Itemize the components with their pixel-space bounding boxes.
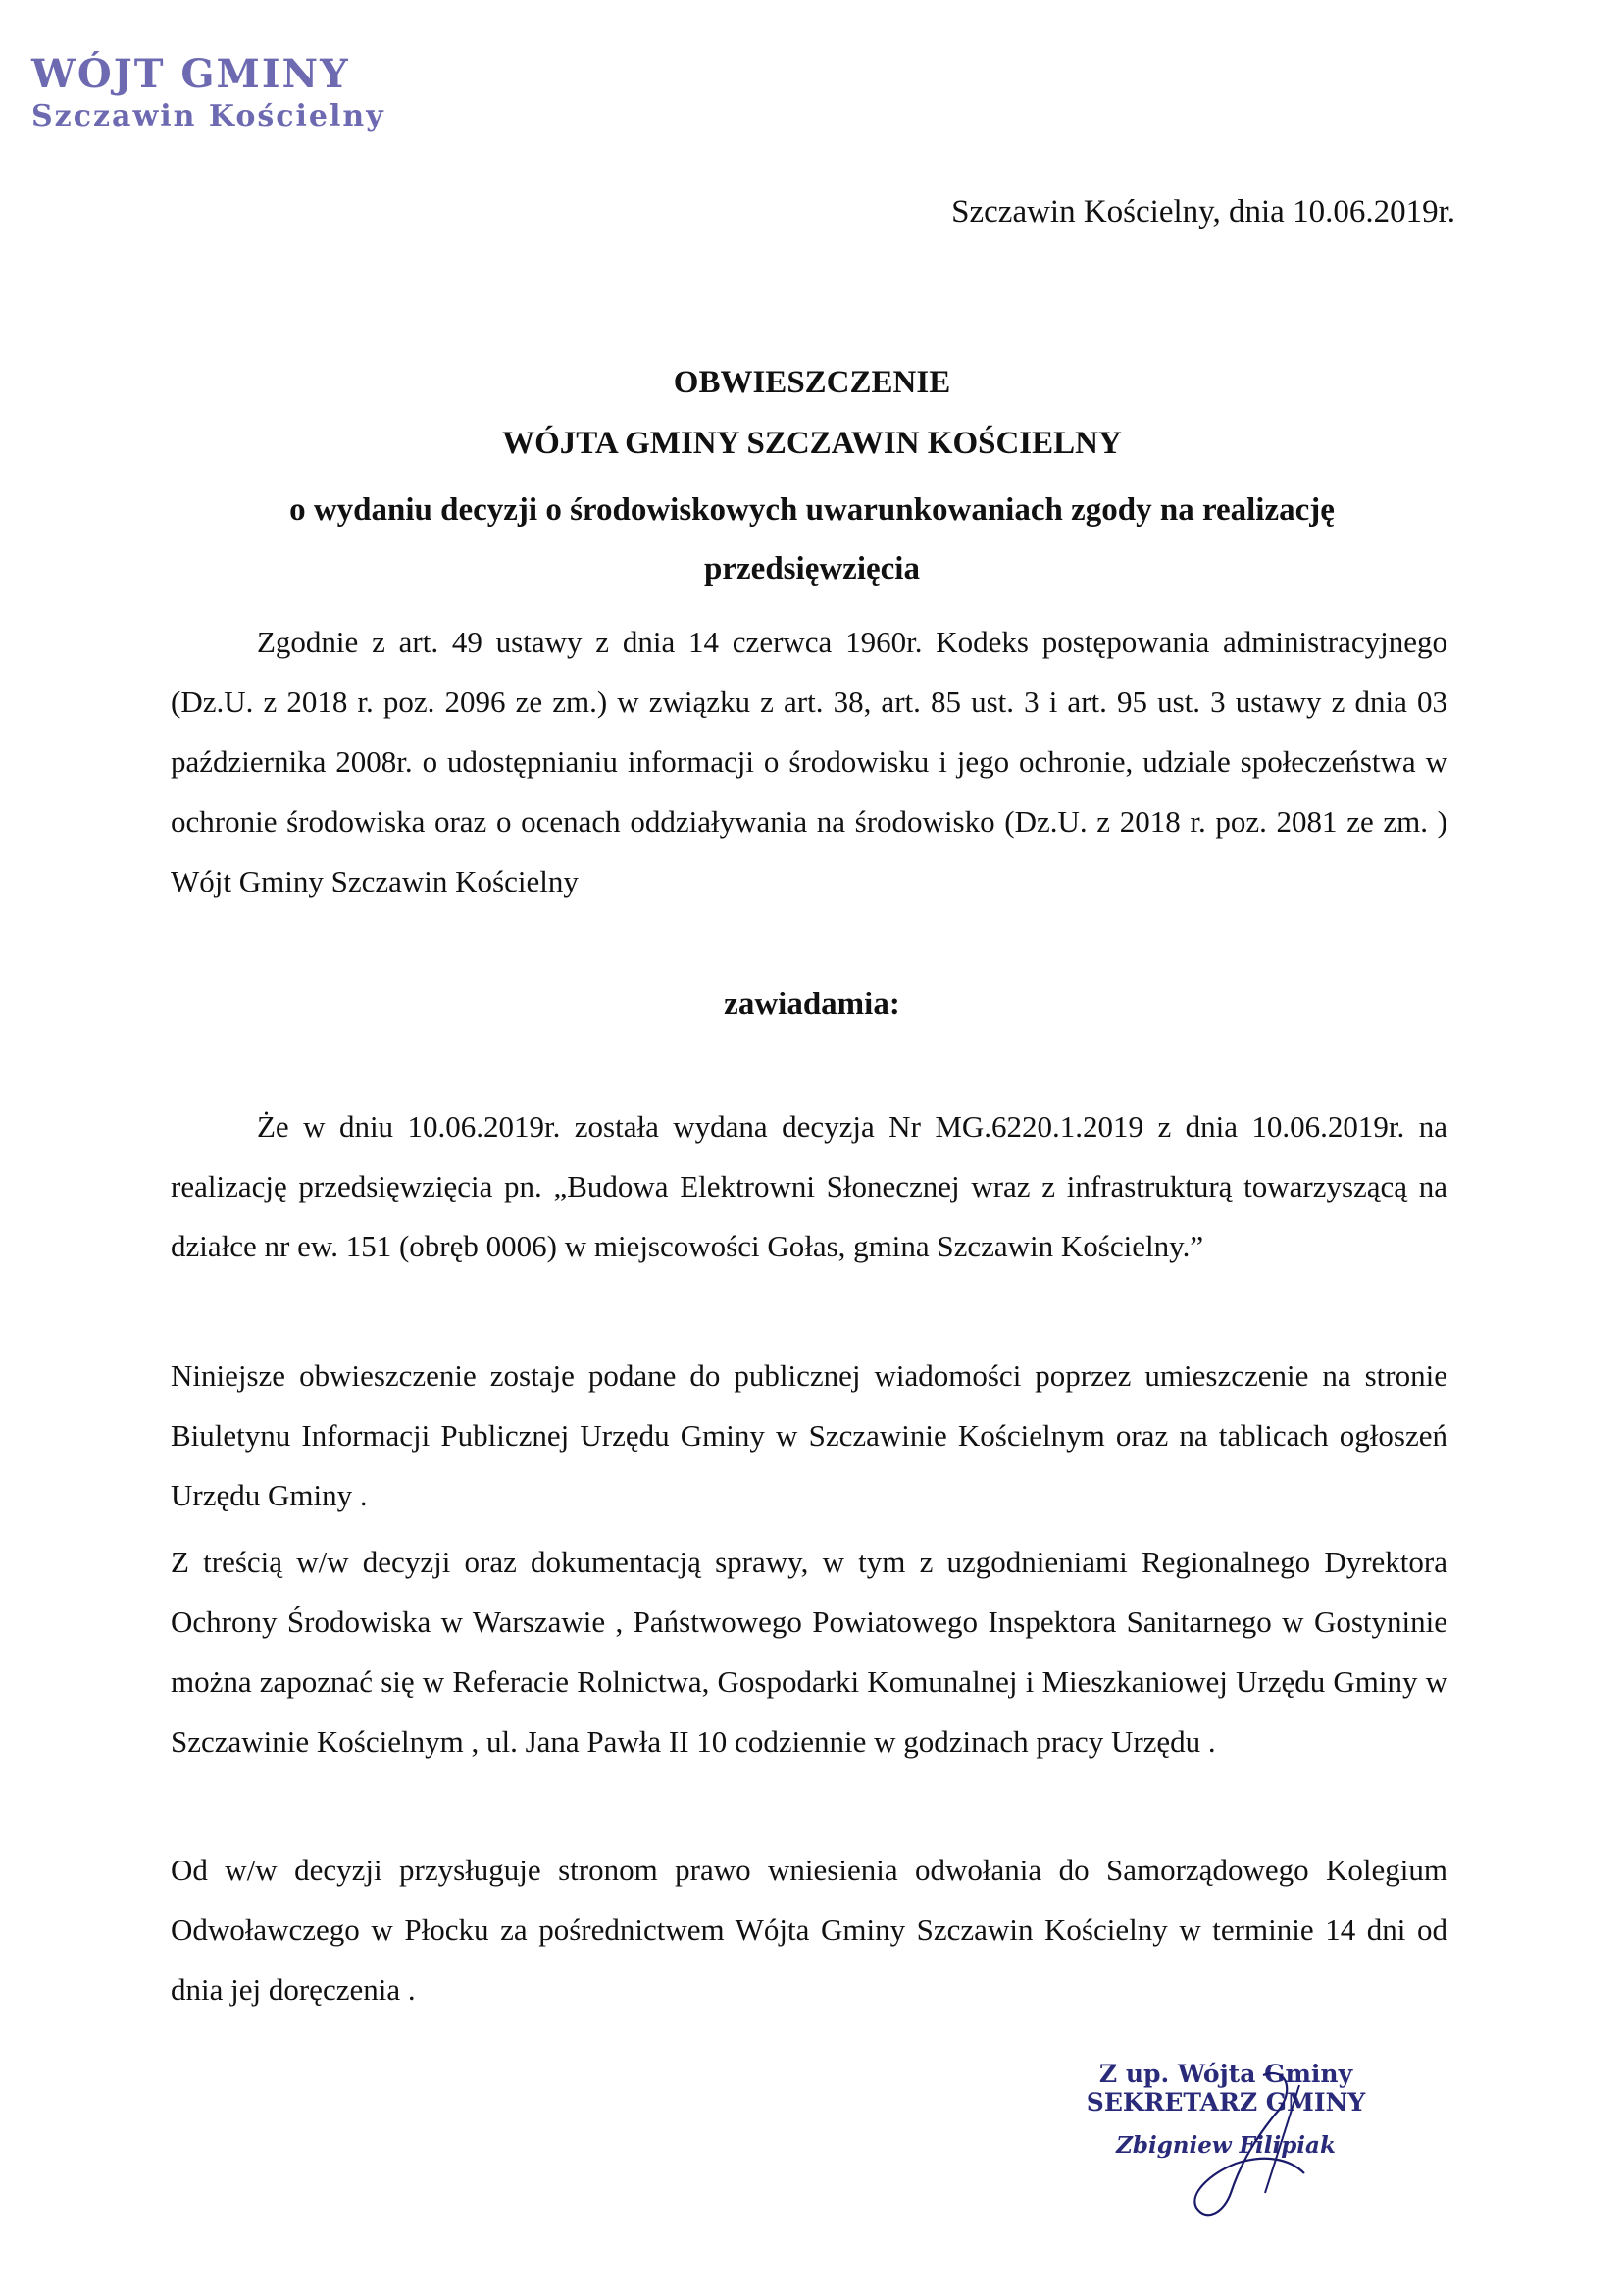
legal-basis-paragraph: Zgodnie z art. 49 ustawy z dnia 14 czerwca 1960r. Kodeks postępowania administracyjnego (Dz.U. z 2018 r. poz. 2096 ze zm.) w związku z art. 38, art. 85 ust. 3 i art. 95 ust. 3 ustawy z dnia 03 października 2008r. o udostępnianiu informacji o środowisku i jego ochronie, udziale społeczeństwa w ochronie środowiska oraz o ocenach oddziaływania na środowisko (Dz.U. z 2018 r. poz. 2081 ze zm. ) Wójt Gminy Szczawin Kościelny bbox=[171, 625, 1447, 898]
document-subject: o wydaniu decyzji o środowiskowych uwarunkowaniach zgody na realizację bbox=[289, 492, 1335, 528]
decision-paragraph: Że w dniu 10.06.2019r. została wydana decyzja Nr MG.6220.1.2019 z dnia 10.06.2019r. na realizację przedsięwzięcia pn. „Budowa Elektrowni Słonecznej wraz z infrastrukturą towarzyszącą na działce nr ew. 151 (obręb 0006) w miejscowości Gołas, gmina Szczawin Kościelny.” bbox=[171, 1109, 1447, 1263]
signature-name: Zbigniew Filipiak bbox=[1116, 2132, 1336, 2159]
publication-paragraph: Niniejsze obwieszczenie zostaje podane do publicznej wiadomości poprzez umieszczenie na stronie Biuletynu Informacji Publicznej Urzędu Gminy w Szczawinie Kościelnym oraz na tablicach ogłoszeń Urzędu Gminy . bbox=[171, 1358, 1447, 1512]
document-subject-continued: przedsięwzięcia bbox=[704, 551, 920, 586]
signature-line-2: SEKRETARZ GMINY bbox=[1086, 2088, 1366, 2116]
date-line: Szczawin Kościelny, dnia 10.06.2019r. bbox=[951, 194, 1455, 229]
access-paragraph: Z treścią w/w decyzji oraz dokumentacją sprawy, w tym z uzgodnieniami Regionalnego Dyrektora Ochrony Środowiska w Warszawie , Państwowego Powiatowego Inspektora Sanitarnego w Gostyninie można zapoznać się w Referacie Rolnictwa, Gospodarki Komunalnej i Mieszkaniowej Urzędu Gminy w Szczawinie Kościelnym , ul. Jana Pawła II 10 codziennie w godzinach pracy Urzędu . bbox=[171, 1545, 1447, 1759]
stamp-line-2: Szczawin Kościelny bbox=[31, 99, 385, 133]
document-issuer: WÓJTA GMINY SZCZAWIN KOŚCIELNY bbox=[502, 426, 1122, 461]
appeal-paragraph: Od w/w decyzji przysługuje stronom prawo wniesienia odwołania do Samorządowego Kolegium Odwoławczego w Płocku za pośrednictwem Wójta Gminy Szczawin Kościelny w terminie 14 dni od dnia jej doręczenia . bbox=[171, 1853, 1447, 2007]
announcement-heading: zawiadamia: bbox=[724, 987, 900, 1022]
official-stamp bbox=[31, 51, 385, 133]
stamp-line-1: WÓJT GMINY bbox=[31, 51, 350, 97]
signature-line-1: Z up. Wójta Gminy bbox=[1098, 2060, 1353, 2088]
document-title: OBWIESZCZENIE bbox=[673, 365, 951, 400]
handwritten-signature-icon bbox=[1118, 2056, 1353, 2232]
